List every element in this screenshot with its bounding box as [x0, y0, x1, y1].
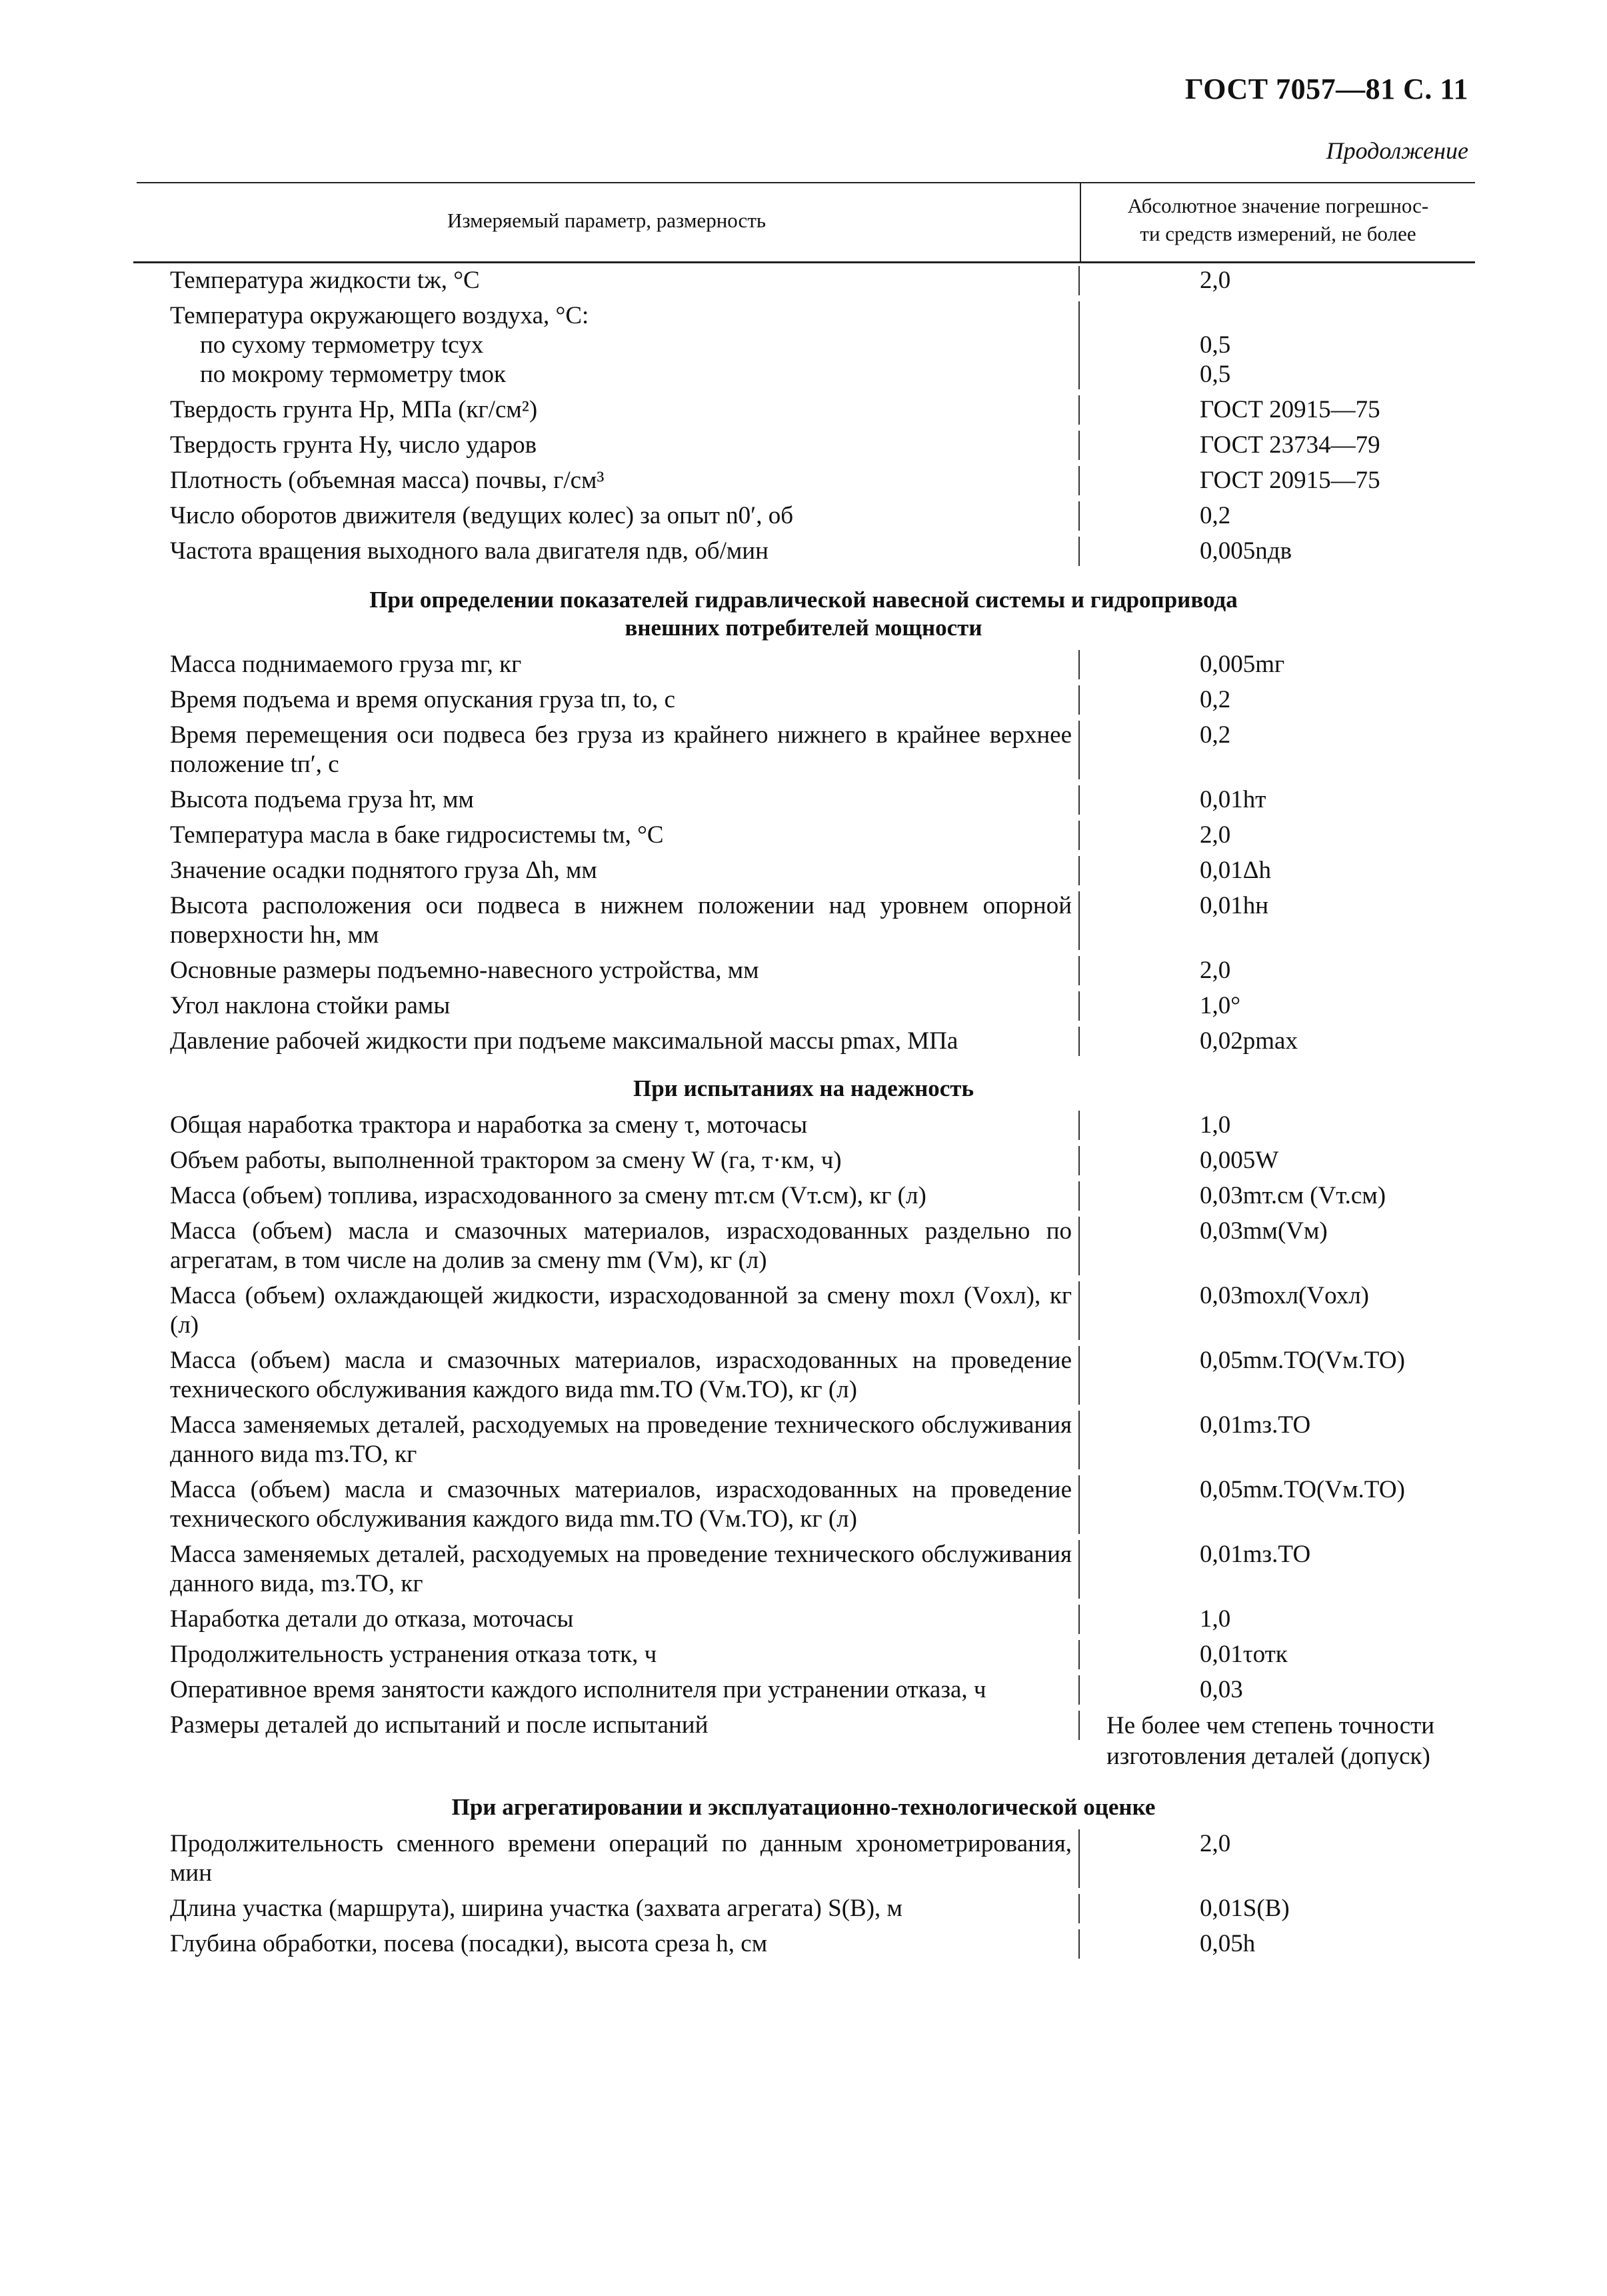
table-row	[133, 466, 1475, 495]
table-row	[133, 1929, 1475, 1959]
table-row	[133, 1829, 1475, 1888]
table-row	[133, 1640, 1475, 1669]
table-row	[133, 1146, 1475, 1175]
value-cell: 0,01mз.ТО	[1200, 1411, 1311, 1439]
value-cell: 0,03mт.см (Vт.см)	[1200, 1182, 1386, 1209]
parameter-cell: Время подъема и время опускания груза tп, tо, с	[133, 685, 1080, 715]
value-cell: 0,05h	[1200, 1930, 1256, 1957]
value-cell: 0,005nдв	[1200, 537, 1292, 565]
parameter-cell: Размеры деталей до испытаний и после испытаний	[133, 1711, 1080, 1740]
parameter-cell: Число оборотов движителя (ведущих колес) за опыт n0′, об	[133, 501, 1080, 531]
table-body	[133, 263, 1475, 1959]
column-header-accuracy-line1: Абсолютное значение погрешнос-	[1127, 194, 1429, 217]
parameter-cell: по сухому термометру tсух	[133, 331, 1080, 360]
parameter-cell: Время перемещения оси подвеса без груза из крайнего нижнего в крайнее верхнее положение tп′, с	[133, 721, 1080, 779]
table-row	[133, 721, 1475, 779]
table-row	[133, 266, 1475, 295]
parameter-cell: Высота подъема груза hт, мм	[133, 785, 1080, 815]
value-cell: 0,01mз.ТО	[1200, 1541, 1311, 1568]
table-row	[133, 891, 1475, 950]
parameter-cell: Частота вращения выходного вала двигателя nдв, об/мин	[133, 537, 1080, 566]
parameter-cell: Твердость грунта Hр, МПа (кг/см²)	[133, 395, 1080, 425]
parameter-cell: Продолжительность сменного времени операций по данным хронометрирования, мин	[133, 1829, 1080, 1888]
value-cell: 0,03mм(Vм)	[1200, 1217, 1328, 1245]
table-row	[133, 1540, 1475, 1599]
continuation-label: Продолжение	[1326, 137, 1468, 164]
value-cell: 0,2	[1200, 686, 1231, 713]
table-row	[133, 685, 1475, 715]
column-header-parameter: Измеряемый параметр, размерность	[447, 209, 767, 232]
value-cell: 0,05mм.ТО(Vм.ТО)	[1200, 1476, 1405, 1503]
value-cell: ГОСТ 20915—75	[1200, 396, 1380, 423]
value-cell: 1,0°	[1200, 992, 1241, 1019]
parameter-cell: Общая наработка трактора и наработка за смену τ, моточасы	[133, 1111, 1080, 1140]
column-header-accuracy-line2: ти средств измерений, не более	[1140, 222, 1416, 245]
value-cell: 0,05mм.ТО(Vм.ТО)	[1200, 1347, 1405, 1374]
value-cell: 1,0	[1200, 1111, 1231, 1139]
table-row	[133, 1027, 1475, 1056]
table-row	[133, 1281, 1475, 1340]
parameter-cell: Наработка детали до отказа, моточасы	[133, 1605, 1080, 1634]
value-cell: ГОСТ 23734—79	[1200, 431, 1380, 459]
parameter-cell: Продолжительность устранения отказа τотк, ч	[133, 1640, 1080, 1669]
document-id: ГОСТ 7057—81 С. 11	[1184, 73, 1468, 105]
value-cell: 0,01hн	[1200, 892, 1269, 919]
value-cell: ГОСТ 20915—75	[1200, 467, 1380, 494]
column-header-accuracy	[1081, 192, 1475, 248]
parameter-cell: Температура масла в баке гидросистемы tм, °С	[133, 821, 1080, 850]
table-row	[133, 1675, 1475, 1705]
table-row	[133, 785, 1475, 815]
parameter-cell: Глубина обработки, посева (посадки), высота среза h, см	[133, 1929, 1080, 1959]
table-row	[133, 537, 1475, 566]
table-row	[133, 331, 1475, 360]
parameter-cell: по мокрому термометру tмок	[133, 360, 1080, 389]
value-cell: 0,2	[1200, 721, 1231, 749]
parameter-cell: Оперативное время занятости каждого исполнителя при устранении отказа, ч	[133, 1675, 1080, 1705]
parameter-cell: Объем работы, выполненной трактором за смену W (га, т·км, ч)	[133, 1146, 1080, 1175]
parameter-cell: Угол наклона стойки рамы	[133, 991, 1080, 1021]
value-cell: 0,005W	[1200, 1147, 1279, 1174]
table-row	[133, 991, 1475, 1021]
value-cell: 0,005mг	[1200, 651, 1285, 678]
section-title-line2: внешних потребителей мощности	[625, 615, 982, 641]
parameter-cell: Масса (объем) масла и смазочных материалов, израсходованных на проведение технического обслуживания каждого вида mм.ТО (Vм.ТО), кг (л)	[133, 1346, 1080, 1405]
section-title-line1: При определении показателей гидравлической навесной системы и гидропривода	[369, 587, 1238, 613]
parameter-cell: Значение осадки поднятого груза Δh, мм	[133, 856, 1080, 885]
value-cell: 0,5	[1200, 331, 1231, 359]
table-row	[133, 1711, 1475, 1772]
table-header-top-rule	[137, 182, 1475, 183]
table-row	[133, 360, 1475, 389]
value-cell: 0,01S(B)	[1200, 1895, 1290, 1922]
parameter-cell: Твердость грунта Hу, число ударов	[133, 431, 1080, 460]
table-row	[133, 395, 1475, 425]
value-cell: 0,2	[1200, 502, 1231, 529]
parameter-cell: Масса поднимаемого груза mг, кг	[133, 650, 1080, 679]
parameter-cell: Плотность (объемная масса) почвы, г/см³	[133, 466, 1080, 495]
table-row	[133, 1111, 1475, 1140]
table-row	[133, 856, 1475, 885]
value-cell: 2,0	[1200, 267, 1231, 294]
value-cell: 0,03	[1200, 1676, 1243, 1703]
value-cell: 2,0	[1200, 821, 1231, 849]
table-row	[133, 1217, 1475, 1275]
table-row	[133, 501, 1475, 531]
section-title	[0, 566, 1607, 650]
value-cell: 0,01hт	[1200, 786, 1266, 813]
value-cell: 2,0	[1200, 1830, 1231, 1857]
value-cell: 1,0	[1200, 1605, 1231, 1633]
parameter-cell: Основные размеры подъемно-навесного устройства, мм	[133, 956, 1080, 985]
parameter-cell: Масса (объем) масла и смазочных материалов, израсходованных на проведение технического обслуживания каждого вида mм.ТО (Vм.ТО), кг (л)	[133, 1475, 1080, 1534]
table-row	[133, 650, 1475, 679]
parameter-cell: Температура окружающего воздуха, °С:	[133, 301, 1080, 331]
table-row	[133, 956, 1475, 985]
table-row	[133, 301, 1475, 331]
value-cell: 0,02pmax	[1200, 1027, 1298, 1055]
parameter-cell: Давление рабочей жидкости при подъеме максимальной массы pmax, МПа	[133, 1027, 1080, 1056]
value-cell: 0,01τотк	[1200, 1641, 1288, 1668]
value-cell: 0,01Δh	[1200, 857, 1272, 884]
value-cell: 0,03mохл(Vохл)	[1200, 1282, 1369, 1309]
parameter-cell: Температура жидкости tж, °С	[133, 266, 1080, 295]
value-cell: 0,5	[1200, 361, 1231, 388]
parameter-cell: Масса заменяемых деталей, расходуемых на проведение технического обслуживания данного вида mз.ТО, кг	[133, 1411, 1080, 1469]
parameter-cell: Длина участка (маршрута), ширина участка (захвата агрегата) S(B), м	[133, 1894, 1080, 1923]
table-row	[133, 1181, 1475, 1211]
parameter-cell: Масса (объем) топлива, израсходованного за смену mт.см (Vт.см), кг (л)	[133, 1181, 1080, 1211]
value-cell: 2,0	[1200, 957, 1231, 984]
parameter-cell: Масса заменяемых деталей, расходуемых на проведение технического обслуживания данного вида, mз.ТО, кг	[133, 1540, 1080, 1599]
section-title: При испытаниях на надежность	[633, 1075, 974, 1101]
table-row	[133, 1475, 1475, 1534]
table-row	[133, 1346, 1475, 1405]
value-cell: Не более чем степень точности изготовления деталей (допуск)	[1106, 1712, 1435, 1770]
table-row	[133, 1605, 1475, 1634]
parameter-cell: Масса (объем) масла и смазочных материалов, израсходованных раздельно по агрегатам, в том числе на долив за смену mм (Vм), кг (л)	[133, 1217, 1080, 1275]
parameter-cell: Масса (объем) охлаждающей жидкости, израсходованной за смену mохл (Vохл), кг (л)	[133, 1281, 1080, 1340]
table-row	[133, 821, 1475, 850]
table-row	[133, 431, 1475, 460]
parameter-cell: Высота расположения оси подвеса в нижнем положении над уровнем опорной поверхности hн, мм	[133, 891, 1080, 950]
table-row	[133, 1411, 1475, 1469]
table-row	[133, 1894, 1475, 1923]
section-title: При агрегатировании и эксплуатационно-технологической оценке	[451, 1794, 1156, 1820]
